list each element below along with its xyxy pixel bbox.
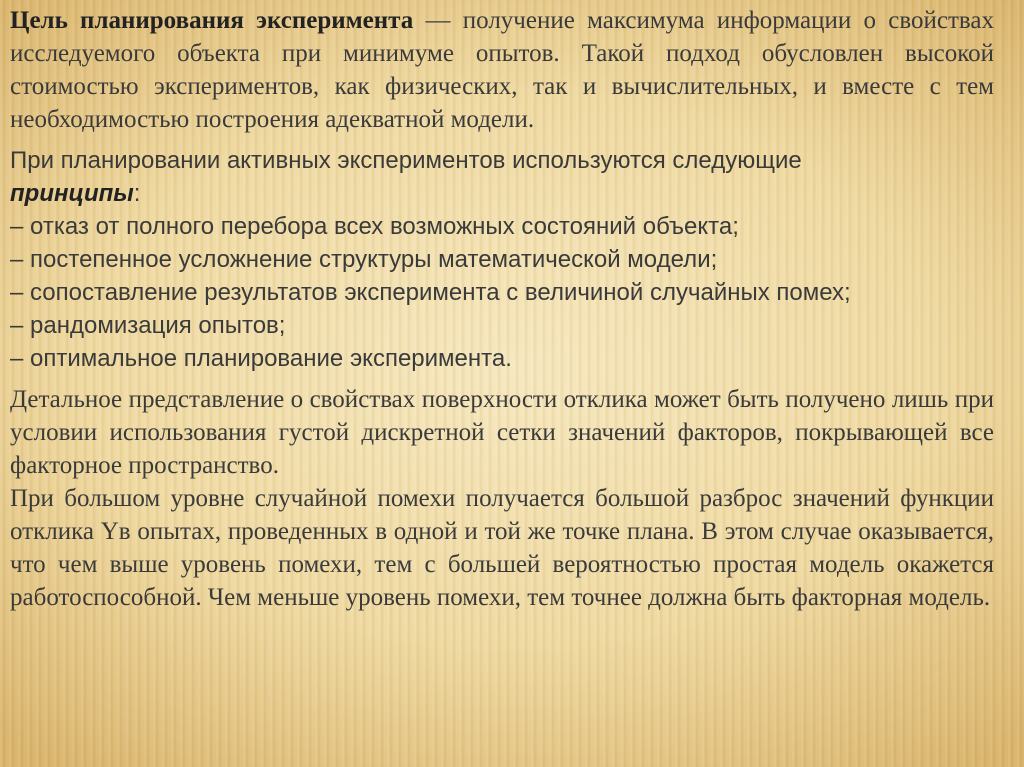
goal-paragraph <box>10 4 994 136</box>
principles-keyword: принципы <box>10 180 134 207</box>
principles-intro: При планировании активных экспериментов используются следующие <box>10 147 802 174</box>
noise-paragraph: При большом уровне случайной помехи получается большой разброс значений функции отклика Yв опытах, проведенных в одной и той же точке плана. В этом случае оказывается, что чем выше уровень помехи, тем с большей вероятностью простая модель окажется работоспособной. Чем меньше уровень помехи, тем точнее должна быть факторная модель. <box>10 485 994 611</box>
principles-colon: : <box>133 180 141 207</box>
principle-item-2: – постепенное усложнение структуры математической модели; <box>10 246 718 273</box>
goal-term: Цель планирования эксперимента <box>10 7 414 34</box>
principles-block <box>10 144 994 375</box>
spacer <box>10 136 994 144</box>
principle-item-5: – оптимальное планирование эксперимента. <box>10 345 512 372</box>
goal-text: — получение максимума информации о свойствах исследуемого объекта при минимуме опытов. Такой подход обусловлен высокой стоимостью экспериментов, как физических, так и вычислительных, и вместе с тем необходимостью построения адекватной модели. <box>10 7 994 133</box>
slide-content <box>10 4 994 614</box>
principle-item-4: – рандомизация опытов; <box>10 312 286 339</box>
response-surface-paragraph: Детальное представление о свойствах поверхности отклика может быть получено лишь при условии использования густой дискретной сетки значений факторов, покрывающей все факторное пространство. <box>10 386 994 479</box>
principle-item-1: – отказ от полного перебора всех возможных состояний объекта; <box>10 213 739 240</box>
spacer <box>10 375 994 383</box>
principle-item-3: – сопоставление результатов эксперимента с величиной случайных помех; <box>10 279 851 306</box>
